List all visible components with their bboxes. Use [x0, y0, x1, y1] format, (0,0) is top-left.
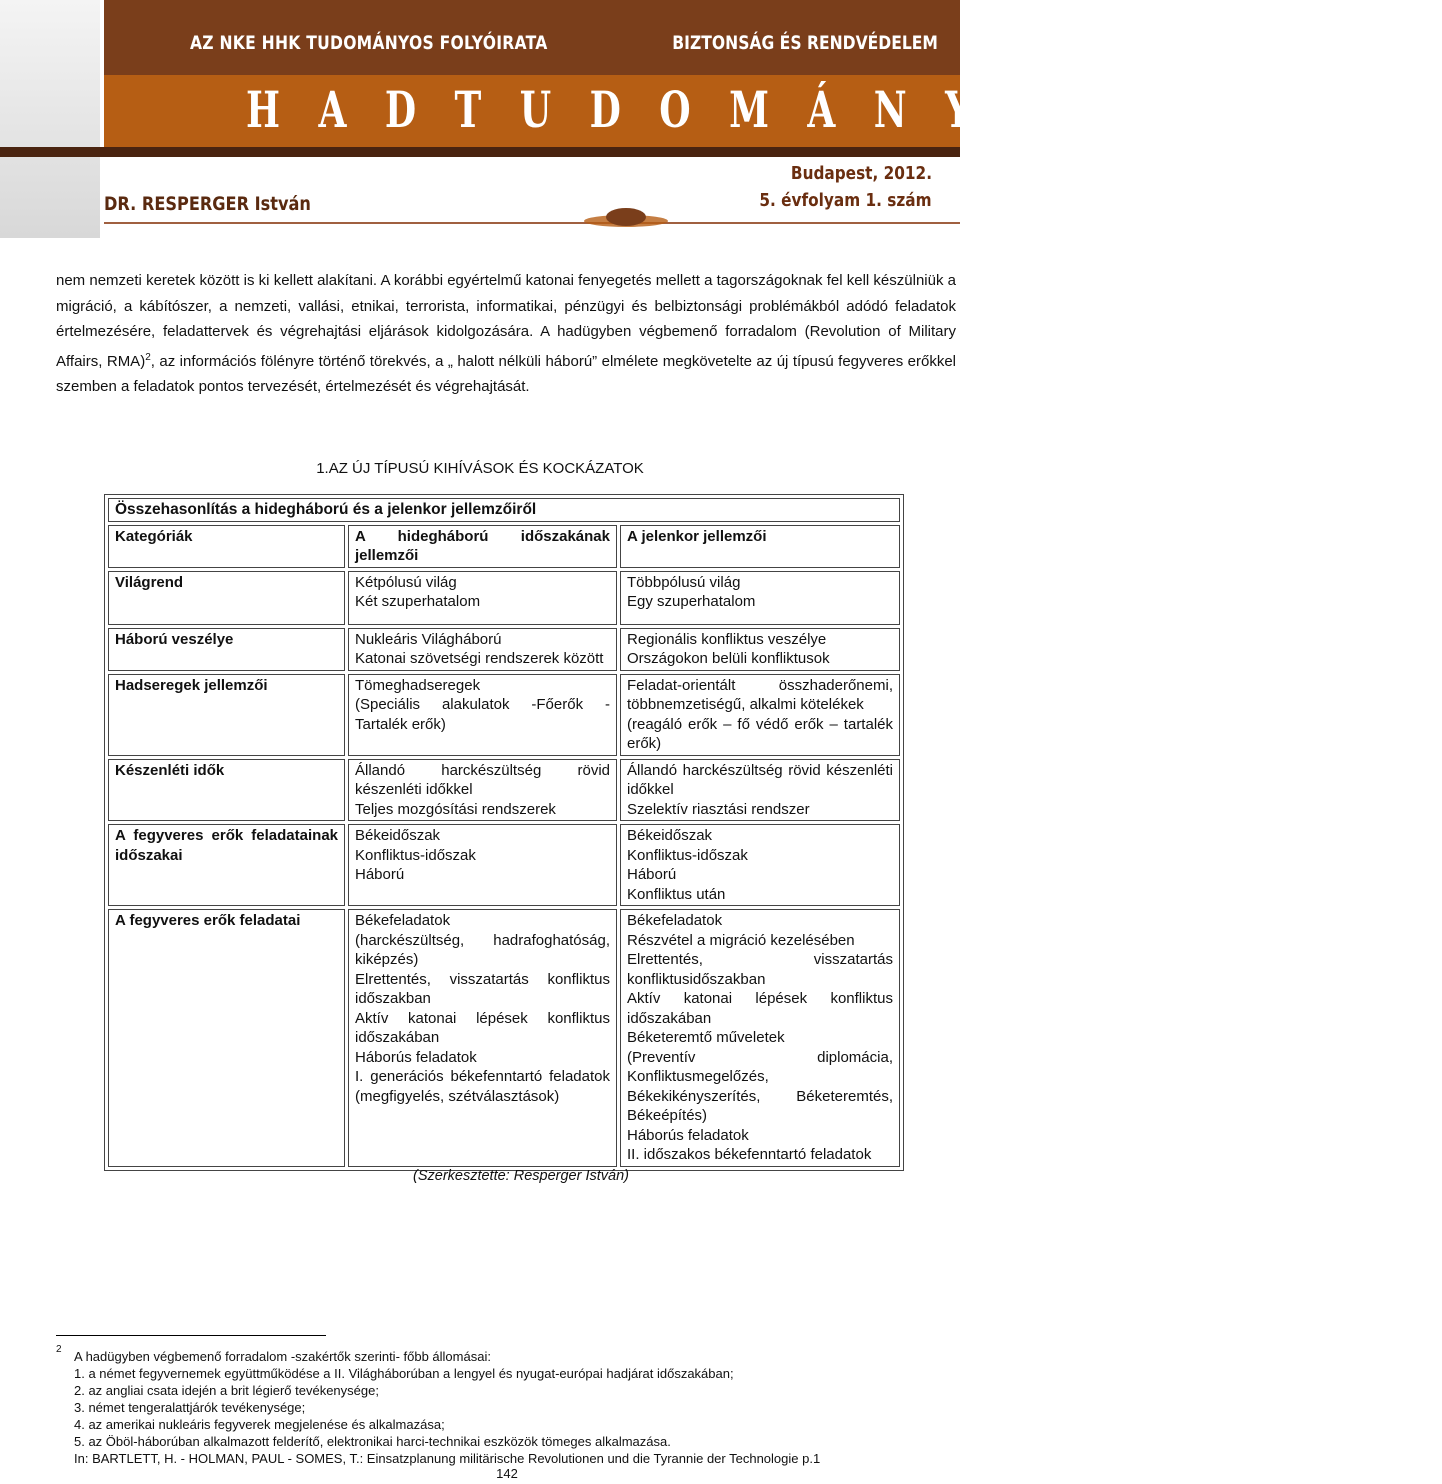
header-categories: Kategóriák — [108, 525, 345, 568]
cell-line: (harckészültség, hadrafoghatóság, kiképzés) — [355, 931, 610, 968]
cell-line: Állandó harckészültség rövid készenléti időkkel — [355, 761, 610, 798]
row-category: A fegyveres erők feladatainak időszakai — [108, 824, 345, 906]
footnote-rule — [56, 1335, 326, 1336]
cell-line: Aktív katonai lépések konfliktus időszakában — [627, 990, 893, 1027]
row-present — [620, 674, 900, 756]
row-present — [620, 824, 900, 906]
footnote-line: In: BARTLETT, H. - HOLMAN, PAUL - SOMES, T.: Einsatzplanung militärische Revolutionen und die Tyrannie der Technologie p.1 — [74, 1451, 821, 1466]
cell-line: Békefeladatok — [355, 912, 451, 929]
cell-line: (reagáló erők – fő védő erők – tartalék erők) — [627, 715, 893, 752]
publication-place-date: Budapest, 2012. — [790, 163, 932, 184]
cell-line: I. generációs békefenntartó feladatok (megfigyelés, szétválasztások) — [355, 1068, 610, 1105]
cell-line: Feladat-orientált összhaderőnemi, többnemzetiségű, alkalmi kötelékek — [627, 676, 893, 713]
cell-line: Konfliktus után — [627, 885, 726, 903]
footnote-reference[interactable]: 2 — [145, 351, 151, 363]
cell-line: Aktív katonai lépések konfliktus időszakában — [355, 1009, 610, 1046]
row-cold-war — [348, 628, 617, 671]
header-ornament — [606, 208, 646, 226]
cell-line: Nukleáris Világháború — [355, 630, 502, 648]
table-row — [108, 909, 900, 1167]
cell-line: Egy szuperhatalom — [627, 593, 756, 610]
footnote-line: 4. az amerikai nukleáris fegyverek megjelenése és alkalmazása; — [74, 1417, 445, 1432]
cell-line: Béketeremtő műveletek — [627, 1029, 785, 1046]
cell-line: II. időszakos békefenntartó feladatok — [627, 1146, 872, 1163]
comparison-table — [104, 494, 904, 1171]
header-cold-war: A hidegháború időszakának jellemzői — [348, 525, 617, 568]
cell-line: (Speciális alakulatok -Főerők - Tartalék erők) — [355, 696, 610, 733]
row-cold-war — [348, 909, 617, 1167]
table-caption-row — [108, 498, 900, 522]
table-header-row — [108, 525, 900, 568]
cell-line: Elrettentés, visszatartás konfliktus időszakban — [355, 970, 610, 1007]
cell-line: Békefeladatok — [627, 912, 723, 929]
cell-line: Tömeghadseregek — [355, 676, 481, 694]
cell-line: Konfliktus-időszak — [627, 846, 748, 864]
table-row — [108, 628, 900, 671]
paragraph-text: nem nemzeti keretek között is ki kellett alakítani. A korábbi egyértelmű katonai fenyegetés mellett a tagországoknak fel kell készülniük a migráció, a kábítószer, a nemzeti, vallási, etnikai, terrorista, informatikai, pénzügyi és belbiztonsági problémákból adódó feladatok értelmezésére, feladattervek és végrehajtási eljárások kidolgozására. A hadügyben végbemenő forradalom (Revolution of Military Affairs, RMA) — [56, 272, 956, 370]
header-present: A jelenkor jellemzői — [620, 525, 900, 568]
row-present — [620, 909, 900, 1167]
cell-line: Állandó harckészültség rövid készenléti időkkel — [627, 761, 893, 798]
cell-line: Háború — [627, 866, 677, 883]
cell-line: Részvétel a migráció kezelésében — [627, 931, 855, 949]
cell-line: Többpólusú világ — [627, 573, 741, 591]
cell-line: Kétpólusú világ — [355, 573, 457, 591]
row-present — [620, 628, 900, 671]
footnote-line: 3. német tengeralattjárók tevékenysége; — [74, 1400, 306, 1415]
footnote-number: 2 — [56, 1344, 62, 1355]
cell-line: Háború — [355, 866, 405, 883]
cell-line: Békeidőszak — [627, 827, 713, 844]
cell-line: Elrettentés, visszatartás konfliktusidőszakban — [627, 951, 893, 988]
cell-line: Katonai szövetségi rendszerek között — [355, 650, 604, 667]
page-number: 142 — [496, 1466, 518, 1481]
table-row — [108, 674, 900, 756]
row-cold-war — [348, 824, 617, 906]
table-caption: Összehasonlítás a hidegháború és a jelenkor jellemzőiről — [108, 498, 900, 522]
row-cold-war — [348, 571, 617, 625]
header-bottom-line — [104, 222, 960, 224]
body-paragraph — [56, 268, 956, 400]
cell-line: Teljes mozgósítási rendszerek — [355, 800, 556, 818]
cell-line: Szelektív riasztási rendszer — [627, 800, 810, 818]
row-present — [620, 571, 900, 625]
row-present — [620, 759, 900, 822]
row-category: Készenléti idők — [108, 759, 345, 822]
cell-line: Országokon belüli konfliktusok — [627, 650, 830, 667]
table-row — [108, 759, 900, 822]
header-side-shade — [0, 0, 100, 238]
cell-line: Konfliktus-időszak — [355, 846, 476, 864]
table-row — [108, 824, 900, 906]
footnote-line: 2. az angliai csata idején a brit légierő tevékenysége; — [74, 1383, 379, 1398]
footnote-line: 5. az Öböl-háborúban alkalmazott felderítő, elektronikai harci-technikai eszközök tömeges alkalmazása. — [74, 1434, 671, 1449]
cell-line: Békeidőszak — [355, 827, 441, 844]
row-category: Világrend — [108, 571, 345, 625]
author-name: DR. RESPERGER István — [104, 193, 311, 215]
cell-line: Háborús feladatok — [355, 1048, 477, 1066]
journal-name: H A D T U D O M Á N Y I S Z E M L E — [246, 80, 1442, 139]
footnote-line: 1. a német fegyvernemek együttműködése a II. Világháborúban a lengyel és nyugat-európai hadjárat időszakában; — [74, 1366, 734, 1381]
table-credit: (Szerkesztette: Resperger István) — [413, 1168, 629, 1184]
cell-line: Regionális konfliktus veszélye — [627, 630, 827, 648]
table-row — [108, 571, 900, 625]
cell-line: Háborús feladatok — [627, 1126, 749, 1144]
row-cold-war — [348, 674, 617, 756]
row-category: Háború veszélye — [108, 628, 345, 671]
section-heading: 1.AZ ÚJ TÍPUSÚ KIHÍVÁSOK ÉS KOCKÁZATOK — [316, 460, 644, 477]
row-category: A fegyveres erők feladatai — [108, 909, 345, 1167]
header-rule — [0, 147, 960, 157]
cell-line: (Preventív diplomácia, Konfliktusmegelőzés, Békekikényszerítés, Béketeremtés, Békeépítés) — [627, 1048, 893, 1124]
cell-line: Két szuperhatalom — [355, 593, 481, 610]
volume-issue: 5. évfolyam 1. szám — [759, 190, 932, 211]
row-cold-war — [348, 759, 617, 822]
row-category: Hadseregek jellemzői — [108, 674, 345, 756]
journal-subtitle-left: AZ NKE HHK TUDOMÁNYOS FOLYÓIRATA — [190, 32, 548, 54]
paragraph-text-end: , az információs fölényre történő törekvés, a „ halott nélküli háború” elmélete megkövetelte az új típusú fegyveres erőkkel szemben a feladatok pontos tervezését, értelmezését és végrehajtását. — [56, 352, 956, 395]
journal-subtitle-right: BIZTONSÁG ÉS RENDVÉDELEM — [672, 32, 938, 54]
footnote-line: A hadügyben végbemenő forradalom -szakértők szerinti- főbb állomásai: — [74, 1349, 491, 1364]
